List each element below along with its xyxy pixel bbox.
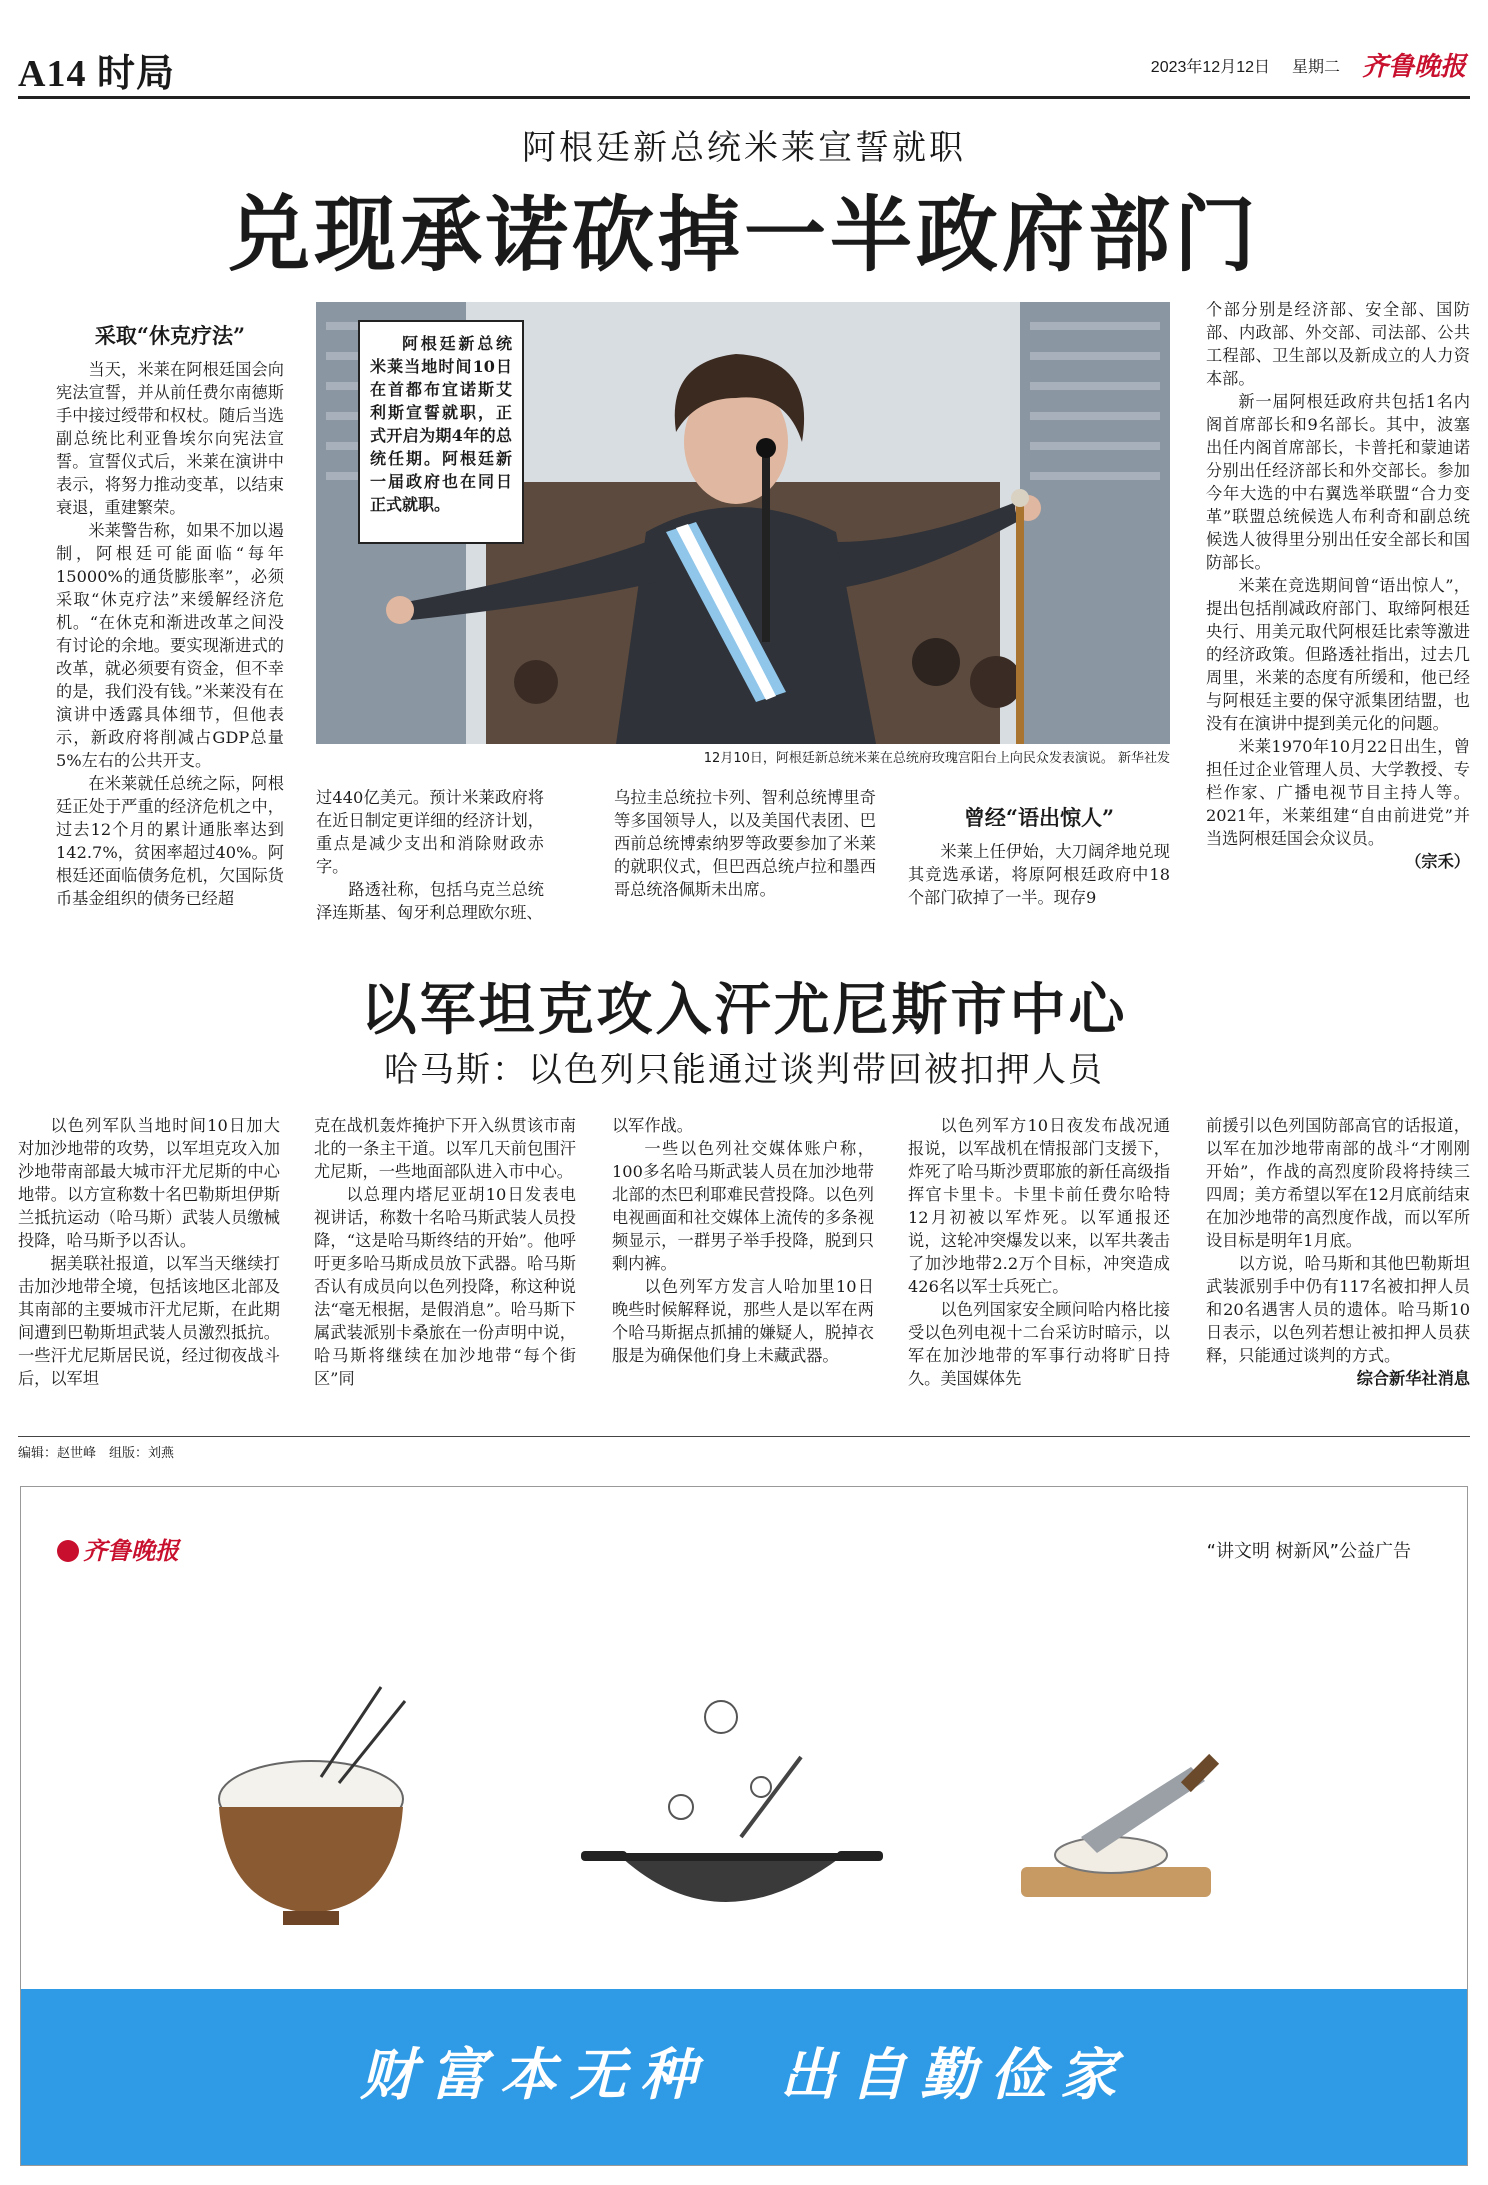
story1-column-3 [614, 786, 876, 901]
paragraph: 过440亿美元。预计米莱政府将在近日制定更详细的经济计划，重点是减少支出和消除财政赤字。 [316, 788, 544, 876]
paragraph: 当天，米莱在阿根廷国会向宪法宣誓，并从前任费尔南德斯手中接过绶带和权杖。随后当选副总统比利亚鲁埃尔向宪法宣誓。宣誓仪式后，米莱在演讲中表示，将努力推动变革，以结束衰退，重建繁荣。 [56, 360, 284, 517]
story1-subhead-remarks: 曾经“语出惊人” [963, 805, 1115, 830]
story2-deck: 哈马斯：以色列只能通过谈判带回被扣押人员 [384, 1050, 1104, 1090]
issue-weekday: 星期二 [1291, 59, 1340, 76]
story2-column-4 [908, 1114, 1170, 1390]
newspaper-logo: 齐鲁晚报 [1361, 52, 1466, 82]
logo-mark-icon [57, 1540, 79, 1562]
cutting-board-icon [1021, 1754, 1219, 1897]
story1-subhead-shock: 采取“休克疗法” [94, 323, 246, 348]
masthead-rule [18, 96, 1470, 99]
rice-bowl-icon [219, 1687, 405, 1925]
paragraph: 米莱1970年10月22日出生，曾担任过企业管理人员、大学教授、专栏作家、广播电视节目主持人等。2021年，米莱组建“自由前进党”并当选阿根廷国会众议员。 [1206, 737, 1470, 848]
paragraph: 以色列军方发言人哈加里10日晚些时候解释说，那些人是以军在两个哈马斯据点抓捕的嫌疑人，脱掉衣服是为确保他们身上未藏武器。 [612, 1277, 874, 1365]
story1-column-4 [908, 800, 1170, 909]
paragraph: 以色列国家安全顾问哈内格比接受以色列电视十二台采访时暗示，以军在加沙地带的军事行动将旷日持久。美国媒体先 [908, 1300, 1170, 1388]
paragraph: 克在战机轰炸掩护下开入纵贯该市南北的一条主干道。以军几天前包围汗尤尼斯，一些地面部队进入市中心。 [314, 1116, 576, 1181]
wok-icon [581, 1701, 883, 1902]
story2-byline: 综合新华社消息 [1356, 1369, 1470, 1388]
ad-label: “讲文明 树新风”公益广告 [1206, 1541, 1411, 1562]
paragraph: 一些以色列社交媒体账户称，100多名哈马斯武装人员在加沙地带北部的杰巴利耶难民营投降。以色列电视画面和社交媒体上流传的多条视频显示，一群男子举手投降，脱到只剩内裤。 [612, 1139, 874, 1273]
story2-column-3 [612, 1114, 874, 1367]
ad-illustration [21, 1657, 1468, 1987]
story2-column-5 [1206, 1114, 1470, 1390]
paragraph: 路透社称，包括乌克兰总统泽连斯基、匈牙利总理欧尔班、 [316, 880, 544, 922]
story1-column-2 [316, 786, 544, 924]
page-number: A14 时局 [18, 53, 175, 95]
paragraph: 米莱在竞选期间曾“语出惊人”，提出包括削减政府部门、取缔阿根廷央行、用美元取代阿根廷比索等激进的经济政策。但路透社指出，过去几周里，米莱的态度有所缓和，他已经与阿根廷主要的保守派集团结盟，也没有在演讲中提到美元化的问题。 [1206, 576, 1470, 733]
paragraph: 据美联社报道，以军当天继续打击加沙地带全境，包括该地区北部及其南部的主要城市汗尤尼斯，在此期间遭到巴勒斯坦武装人员激烈抵抗。一些汗尤尼斯居民说，经过彻夜战斗后，以军坦 [18, 1254, 280, 1388]
issue-date: 2023年12月12日 [1150, 59, 1270, 76]
story1-column-1 [56, 318, 284, 910]
paragraph: 以军作战。 [612, 1116, 693, 1135]
paragraph: 前援引以色列国防部高官的话报道，以军在加沙地带南部的战斗“才刚刚开始”，作战的高烈度阶段将持续三四周；美方希望以军在12月底前结束在加沙地带的高烈度作战，而以军所设目标是明年1月底。 [1206, 1116, 1470, 1250]
paragraph: 在米莱就任总统之际，阿根廷正处于严重的经济危机之中，过去12个月的累计通胀率达到142.7%，贫困率超过40%。阿根廷还面临债务危机，欠国际货币基金组织的债务已经超 [56, 774, 284, 908]
story2-column-1 [18, 1114, 280, 1390]
ad-logo [57, 1531, 179, 1566]
editor-credit: 编辑：赵世峰 组版：刘燕 [18, 1446, 175, 1461]
editor-rule [18, 1436, 1470, 1437]
paragraph: 以色列军队当地时间10日加大对加沙地带的攻势，以军坦克攻入加沙地带南部最大城市汗尤尼斯的中心地带。以方宣称数十名巴勒斯坦伊斯兰抵抗运动（哈马斯）武装人员缴械投降，哈马斯予以否认。 [18, 1116, 280, 1250]
story1-byline: （宗禾） [1405, 852, 1470, 871]
story1-kicker: 阿根廷新总统米莱宣誓就职 [522, 128, 966, 168]
paragraph: 新一届阿根廷政府共包括1名内阁首席部长和9名部长。其中，波塞出任内阁首席部长，卡普托和蒙迪诺分别出任经济部长和外交部长。参加今年大选的中右翼选举联盟“合力变革”联盟总统候选人布利奇和副总统候选人彼得里分别出任安全部长和国防部长。 [1206, 392, 1470, 572]
story1-photo-caption: 12月10日，阿根廷新总统米莱在总统府玫瑰宫阳台上向民众发表演说。 新华社发 [703, 751, 1170, 766]
ad-logo-text: 齐鲁晚报 [83, 1536, 179, 1565]
story1-photo-overlay: 阿根廷新总统米莱当地时间10日在首都布宜诺斯艾利斯宣誓就职，正式开启为期4年的总统任期。阿根廷新一届政府也在同日正式就职。 [358, 320, 524, 544]
paragraph: 米莱上任伊始，大刀阔斧地兑现其竞选承诺，将原阿根廷政府中18个部门砍掉了一半。现存9 [908, 842, 1170, 907]
paragraph: 以方说，哈马斯和其他巴勒斯坦武装派别手中仍有117名被扣押人员和20名遇害人员的遗体。哈马斯10日表示，以色列若想让被扣押人员获释，只能通过谈判的方式。 [1206, 1254, 1470, 1365]
paragraph: 以总理内塔尼亚胡10日发表电视讲话，称数十名哈马斯武装人员投降，“这是哈马斯终结的开始”。他呼吁更多哈马斯成员放下武器。哈马斯否认有成员向以色列投降，称这种说法“毫无根据，是假消息”。哈马斯下属武装派别卡桑旅在一份声明中说，哈马斯将继续在加沙地带“每个街区”同 [314, 1185, 576, 1388]
paragraph: 米莱警告称，如果不加以遏制，阿根廷可能面临“每年15000%的通货膨胀率”，必须采取“休克疗法”来缓解经济危机。“在休克和渐进改革之间没有讨论的余地。要实现渐进式的改革，就必须要有资金，但不幸的是，我们没有钱。”米莱没有在演讲中透露具体细节，但他表示，新政府将削减占GDP总量5%左右的公共开支。 [56, 521, 284, 770]
ad-slogan: 财富本无种 出自勤俭家 [360, 2042, 1130, 2108]
public-service-ad [20, 1486, 1468, 2166]
masthead [18, 40, 1470, 96]
story1-column-5 [1206, 298, 1470, 873]
story1-headline: 兑现承诺砍掉一半政府部门 [227, 187, 1260, 283]
paragraph: 以色列军方10日夜发布战况通报说，以军战机在情报部门支援下，炸死了哈马斯沙贾耶旅的新任高级指挥官卡里卡。卡里卡前任费尔哈特12月初被以军炸死。以军通报还说，这轮冲突爆发以来，以军共袭击了加沙地带2.2万个目标，冲突造成426名以军士兵死亡。 [908, 1116, 1170, 1296]
paragraph: 乌拉圭总统拉卡列、智利总统博里奇等多国领导人，以及美国代表团、巴西前总统博索纳罗等政要参加了米莱的就职仪式，但巴西总统卢拉和墨西哥总统洛佩斯未出席。 [614, 788, 876, 899]
story2-headline: 以军坦克攻入汗尤尼斯市中心 [360, 977, 1128, 1043]
story2-column-2 [314, 1114, 576, 1390]
paragraph: 个部分别是经济部、安全部、国防部、内政部、外交部、司法部、公共工程部、卫生部以及新成立的人力资本部。 [1206, 300, 1470, 388]
